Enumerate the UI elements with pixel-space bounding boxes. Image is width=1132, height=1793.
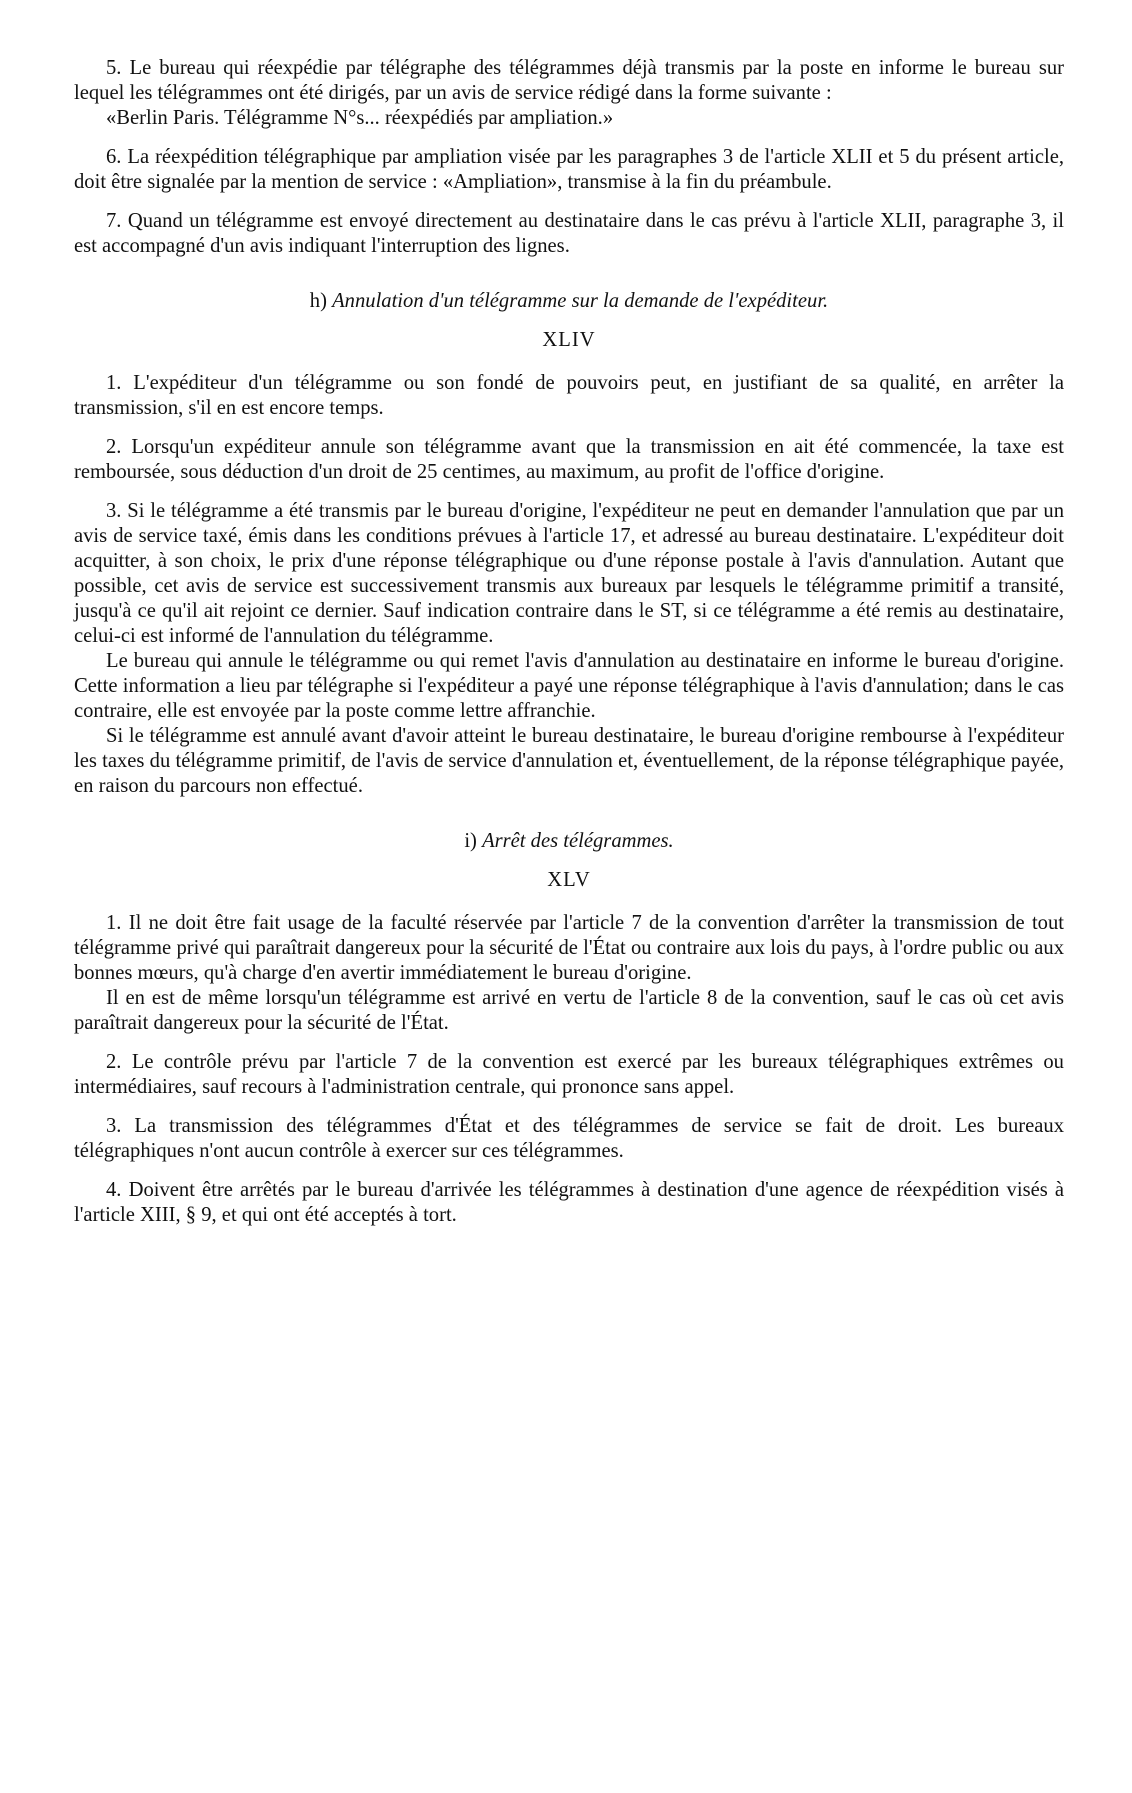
document-page bbox=[74, 56, 1064, 1242]
paragraph-text: Si le télégramme a été transmis par le bureau d'origine, l'expéditeur ne peut en demander l'annulation que par un avis de service taxé, émis dans les conditions prévues à l'article 17, et adressé au bureau destinataire. L'expéditeur doit acquitter, à son choix, le prix d'une réponse télégraphique ou d'une réponse postale à l'avis d'annulation. Autant que possible, cet avis de service est successivement transmis aux bureaux par lesquels le télégramme primitif a transité, jusqu'à ce qu'il ait rejoint ce dernier. Sauf indication contraire dans le ST, si ce télégramme a été remis au destinataire, celui-ci est informé de l'annulation du télégramme. bbox=[74, 500, 1064, 647]
paragraph-text: Si le télégramme est annulé avant d'avoir atteint le bureau destinataire, le bureau d'origine rembourse à l'expéditeur les taxes du télégramme primitif, de l'avis de service d'annulation et, éventuellement, de la réponse télégraphique payée, en raison du parcours non effectué. bbox=[74, 725, 1064, 797]
paragraph-text: L'expéditeur d'un télégramme ou son fondé de pouvoirs peut, en justifiant de sa qualité, en arrêter la transmission, s'il en est encore temps. bbox=[74, 372, 1064, 419]
paragraph-text: Quand un télégramme est envoyé directement au destinataire dans le cas prévu à l'article XLII, paragraphe 3, il est accompagné d'un avis indiquant l'interruption des lignes. bbox=[74, 210, 1064, 257]
paragraph-text: Doivent être arrêtés par le bureau d'arrivée les télégrammes à destination d'une agence de réexpédition visés à l'article XIII, § 9, et qui ont été acceptés à tort. bbox=[74, 1179, 1064, 1226]
paragraph-number: 1. bbox=[106, 912, 122, 934]
paragraph-text: Le bureau qui annule le télégramme ou qui remet l'avis d'annulation au destinataire en informe le bureau d'origine. Cette information a lieu par télégraphe si l'expéditeur a payé une réponse télégraphique à l'avis d'annulation; dans le cas contraire, elle est envoyée par la poste comme lettre affranchie. bbox=[74, 650, 1064, 722]
paragraph-number: 3. bbox=[106, 1115, 122, 1137]
paragraph-xliv-2 bbox=[74, 435, 1064, 485]
section-letter: i) bbox=[464, 830, 477, 852]
paragraph-number: 6. bbox=[106, 146, 122, 168]
paragraph-text: Le bureau qui réexpédie par télégraphe des télégrammes déjà transmis par la poste en informe le bureau sur lequel les télégrammes ont été dirigés, par un avis de service rédigé dans la forme suivante : bbox=[74, 57, 1065, 104]
paragraph-text: Le contrôle prévu par l'article 7 de la convention est exercé par les bureaux télégraphiques extrêmes ou intermédiaires, sauf recours à l'administration centrale, qui prononce sans appel. bbox=[74, 1051, 1064, 1098]
paragraph-number: 4. bbox=[106, 1179, 122, 1201]
paragraph-number: 2. bbox=[106, 1051, 122, 1073]
paragraph-number: 3. bbox=[106, 500, 122, 522]
paragraph-text: La réexpédition télégraphique par ampliation visée par les paragraphes 3 de l'article XLII et 5 du présent article, doit être signalée par la mention de service : «Ampliation», transmise à la fin du préambule. bbox=[74, 146, 1065, 193]
paragraph-xliv-1 bbox=[74, 371, 1064, 421]
paragraph-number: 5. bbox=[106, 57, 122, 79]
paragraph-text: Il en est de même lorsqu'un télégramme est arrivé en vertu de l'article 8 de la convention, sauf le cas où cet avis paraîtrait dangereux pour la sécurité de l'État. bbox=[74, 987, 1064, 1034]
paragraph-xliv-3-continuation bbox=[74, 724, 1064, 799]
paragraph-6 bbox=[74, 145, 1064, 195]
quoted-form bbox=[74, 106, 1064, 131]
section-letter: h) bbox=[309, 290, 327, 312]
paragraph-xlv-1 bbox=[74, 911, 1064, 986]
paragraph-text: Il ne doit être fait usage de la faculté réservée par l'article 7 de la convention d'arrêter la transmission de tout télégramme privé qui paraîtrait dangereux pour la sécurité de l'État ou contraire aux lois du pays, à l'ordre public ou aux bonnes mœurs, qu'à charge d'en avertir immédiatement le bureau d'origine. bbox=[74, 912, 1064, 984]
article-number-xlv: XLV bbox=[547, 869, 591, 891]
paragraph-5 bbox=[74, 56, 1064, 106]
article-number-xliv: XLIV bbox=[542, 329, 596, 351]
paragraph-number: 7. bbox=[106, 210, 122, 232]
paragraph-xlv-1-continuation bbox=[74, 986, 1064, 1036]
section-heading-h bbox=[74, 289, 1064, 314]
paragraph-text: «Berlin Paris. Télégramme N°s... réexpédiés par ampliation.» bbox=[106, 107, 614, 129]
paragraph-number: 2. bbox=[106, 436, 122, 458]
paragraph-xlv-4 bbox=[74, 1178, 1064, 1228]
paragraph-text: Lorsqu'un expéditeur annule son télégramme avant que la transmission en ait été commencée, la taxe est remboursée, sous déduction d'un droit de 25 centimes, au maximum, au profit de l'office d'origine. bbox=[74, 436, 1064, 483]
section-title: Arrêt des télégrammes. bbox=[482, 830, 674, 852]
paragraph-number: 1. bbox=[106, 372, 122, 394]
section-title: Annulation d'un télégramme sur la demande de l'expéditeur. bbox=[332, 290, 829, 312]
paragraph-text: La transmission des télégrammes d'État et des télégrammes de service se fait de droit. Les bureaux télégraphiques n'ont aucun contrôle à exercer sur ces télégrammes. bbox=[74, 1115, 1064, 1162]
paragraph-xliv-3-continuation bbox=[74, 649, 1064, 724]
paragraph-xlv-2 bbox=[74, 1050, 1064, 1100]
section-heading-i bbox=[74, 829, 1064, 854]
paragraph-7 bbox=[74, 209, 1064, 259]
paragraph-xliv-3 bbox=[74, 499, 1064, 649]
paragraph-xlv-3 bbox=[74, 1114, 1064, 1164]
